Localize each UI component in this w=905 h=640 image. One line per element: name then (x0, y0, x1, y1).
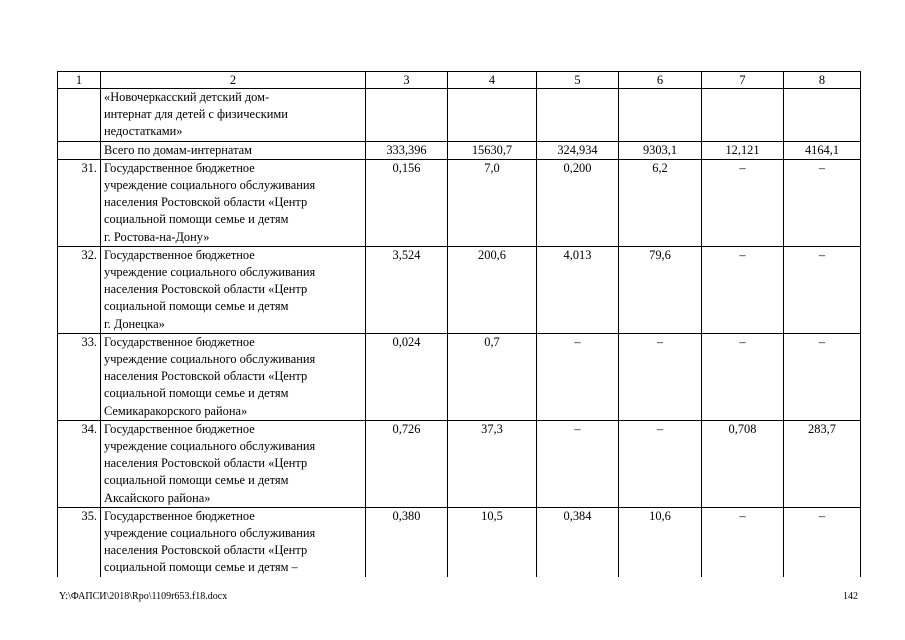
total-value: 4164,1 (784, 141, 861, 159)
value-cell: 10,6 (619, 507, 702, 576)
value-cell: – (784, 246, 861, 333)
value-cell: 0,024 (366, 333, 448, 420)
total-value: 15630,7 (448, 141, 537, 159)
value-cell: – (702, 159, 784, 246)
table-row (58, 507, 861, 576)
value-cell: 0,156 (366, 159, 448, 246)
column-number: 1 (58, 72, 101, 89)
total-value: 333,396 (366, 141, 448, 159)
name-line: Семикаракорского района» (104, 403, 248, 418)
row-number: 32. (58, 246, 101, 333)
column-number: 3 (366, 72, 448, 89)
value-cell: 37,3 (448, 420, 537, 507)
column-number: 4 (448, 72, 537, 89)
row-number-cell (58, 141, 101, 159)
value-cell: – (702, 507, 784, 576)
column-number: 6 (619, 72, 702, 89)
name-line: Государственное бюджетное (104, 160, 255, 175)
name-line: учреждение социального обслуживания (104, 439, 316, 454)
name-line: Государственное бюджетное (104, 508, 255, 523)
row-number: 33. (58, 333, 101, 420)
name-line: Государственное бюджетное (104, 421, 255, 436)
institution-name-cell (101, 89, 366, 142)
column-number-header-row (58, 72, 861, 89)
value-cell: 283,7 (784, 420, 861, 507)
value-cell: 0,708 (702, 420, 784, 507)
total-label: Всего по домам-интернатам (101, 141, 366, 159)
value-cell: 3,524 (366, 246, 448, 333)
column-number: 5 (537, 72, 619, 89)
name-line: «Новочеркасский детский дом- (104, 90, 270, 104)
document-path: Y:\ФАПСИ\2018\Rpo\1109r653.f18.docx (59, 591, 228, 602)
value-cell: 10,5 (448, 507, 537, 576)
name-line: учреждение социального обслуживания (104, 526, 316, 541)
value-cell: 6,2 (619, 159, 702, 246)
name-line: учреждение социального обслуживания (104, 178, 316, 193)
value-cell: 79,6 (619, 246, 702, 333)
row-number: 31. (58, 159, 101, 246)
value-cell: 0,380 (366, 507, 448, 576)
name-line: социальной помощи семье и детям (104, 212, 289, 227)
name-line: интернат для детей с физическими (104, 107, 288, 122)
name-line: социальной помощи семье и детям (104, 386, 289, 401)
total-value: 324,934 (537, 141, 619, 159)
name-line: социальной помощи семье и детям (104, 299, 289, 314)
name-line: социальной помощи семье и детям (104, 473, 289, 488)
continued-entry-row (58, 89, 861, 142)
value-cell (537, 89, 619, 142)
value-cell: – (619, 333, 702, 420)
name-line: населения Ростовской области «Центр (104, 369, 308, 384)
value-cell: – (784, 333, 861, 420)
value-cell: – (537, 420, 619, 507)
column-number: 8 (784, 72, 861, 89)
name-line: населения Ростовской области «Центр (104, 456, 308, 471)
name-line: социальной помощи семье и детям – (104, 560, 298, 575)
page-number: 142 (843, 591, 858, 602)
row-number: 35. (58, 507, 101, 576)
institution-name-cell (101, 420, 366, 507)
name-line: населения Ростовской области «Центр (104, 282, 308, 297)
name-line: населения Ростовской области «Центр (104, 195, 308, 210)
value-cell (366, 89, 448, 142)
value-cell: 0,7 (448, 333, 537, 420)
table-row (58, 333, 861, 420)
column-number: 7 (702, 72, 784, 89)
value-cell: 0,200 (537, 159, 619, 246)
name-line: г. Донецка» (104, 316, 165, 331)
name-line: Аксайского района» (104, 490, 211, 505)
value-cell: 0,384 (537, 507, 619, 576)
name-line: учреждение социального обслуживания (104, 352, 316, 367)
value-cell (784, 89, 861, 142)
value-cell: 7,0 (448, 159, 537, 246)
value-cell (619, 89, 702, 142)
table-row (58, 246, 861, 333)
table-row (58, 420, 861, 507)
name-line: населения Ростовской области «Центр (104, 543, 308, 558)
row-number: 34. (58, 420, 101, 507)
institution-name-cell (101, 159, 366, 246)
value-cell: – (619, 420, 702, 507)
value-cell: 0,726 (366, 420, 448, 507)
value-cell (448, 89, 537, 142)
total-row (58, 141, 861, 159)
total-value: 9303,1 (619, 141, 702, 159)
name-line: Государственное бюджетное (104, 334, 255, 349)
value-cell: – (784, 159, 861, 246)
value-cell: – (784, 507, 861, 576)
total-value: 12,121 (702, 141, 784, 159)
value-cell: – (537, 333, 619, 420)
name-line: г. Ростова-на-Дону» (104, 229, 210, 244)
row-number-cell (58, 89, 101, 142)
name-line: Государственное бюджетное (104, 247, 255, 262)
institution-name-cell (101, 333, 366, 420)
value-cell: – (702, 333, 784, 420)
value-cell: 200,6 (448, 246, 537, 333)
institution-name-cell (101, 246, 366, 333)
name-line: недостатками» (104, 124, 183, 139)
value-cell: 4,013 (537, 246, 619, 333)
table-row (58, 159, 861, 246)
value-cell: – (702, 246, 784, 333)
column-number: 2 (101, 72, 366, 89)
name-line: учреждение социального обслуживания (104, 265, 316, 280)
budget-table (57, 71, 861, 577)
value-cell (702, 89, 784, 142)
institution-name-cell (101, 507, 366, 576)
